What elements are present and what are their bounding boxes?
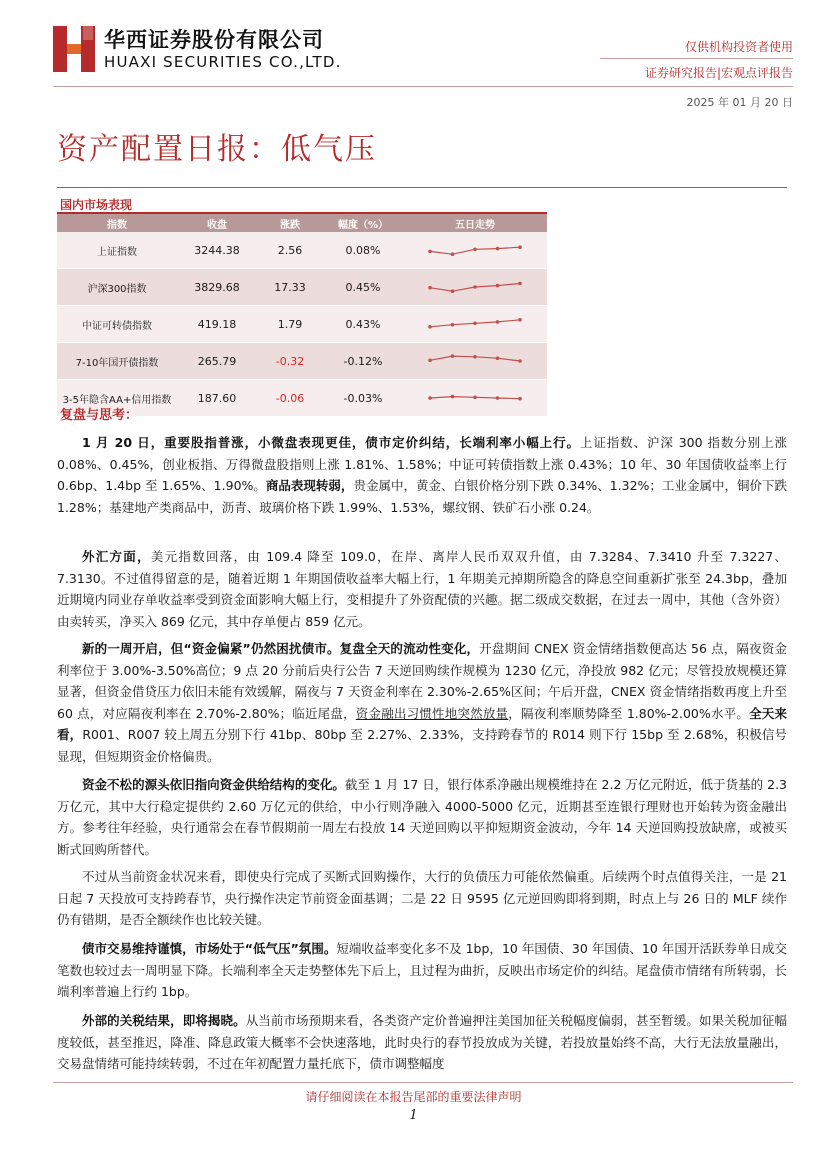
paragraph-4 bbox=[57, 774, 787, 860]
market-section-label: 国内市场表现 bbox=[60, 198, 133, 212]
trend-point bbox=[473, 248, 477, 252]
para3-lead: 新的一周开启，但“资金偏紧”仍然困扰债市。复盘全天的流动性变化， bbox=[82, 641, 480, 656]
trend-point bbox=[496, 247, 500, 251]
row-close: 187.60 bbox=[177, 380, 257, 417]
trend-sparkline bbox=[427, 351, 523, 371]
trend-point bbox=[451, 323, 455, 327]
para3-text-a: 开盘期间 CNEX 资金情绪指数便高达 56 点，隔夜资金利率位于 3.00%-3.50%高位；9 点 20 分前后央行公告 7 天逆回购续作规模为 1230 亿元，净投放 982 亿元；尽管投放规模还算显著，但资金借贷压力依旧未能有效缓解，隔夜与 7 天资金利率在 2.30%-2.65%区间；午后开盘，CNEX 资金情绪指数再度上升至 60 点，对应隔夜利率在 2.70%-2.80%；临近尾盘， bbox=[57, 641, 788, 721]
row-change: 1.79 bbox=[257, 306, 323, 343]
row-close: 419.18 bbox=[177, 306, 257, 343]
row-trend bbox=[403, 306, 547, 343]
review-section-title: 复盘与思考： bbox=[60, 408, 139, 423]
para7-lead: 外部的关税结果，即将揭晓。 bbox=[82, 1013, 246, 1028]
col-index: 指数 bbox=[57, 214, 177, 232]
company-name-en: HUAXI SECURITIES CO.,LTD. bbox=[104, 53, 342, 71]
trend-point bbox=[518, 397, 522, 401]
trend-point bbox=[473, 285, 477, 289]
para5-text: 不过从当前资金状况来看，即使央行完成了买断式回购操作，大行的负债压力可能依然偏重。后续两个时点值得关注，一是 21 日起 7 天投放可支持跨春节，央行操作决定节前资金面基调；二是 22 日 9595 亿元逆回购即将到期，时点上与 26 日的 MLF 续作仍有错期，是否全额续作也比较关键。 bbox=[57, 869, 787, 927]
footer-divider bbox=[53, 1082, 793, 1083]
row-name: 上证指数 bbox=[57, 232, 177, 269]
col-close: 收盘 bbox=[177, 214, 257, 232]
para4-lead: 资金不松的源头依旧指向资金供给结构的变化。 bbox=[82, 777, 345, 792]
report-title: 资产配置日报：低气压 bbox=[57, 132, 377, 167]
paragraph-7 bbox=[57, 1010, 787, 1076]
huaxi-logo-icon bbox=[53, 24, 95, 74]
para1-text-b: 贵金属中，黄金、白银价格分别下跌 0.34%、1.32%；工业金属中，铜价下跌 1.28%；基建地产类商品中，沥青、玻璃价格下跌 1.99%、1.53%，螺纹钢、铁矿石小涨 0.24。 bbox=[57, 478, 787, 515]
row-change: 17.33 bbox=[257, 269, 323, 306]
trend-point bbox=[518, 245, 522, 249]
row-close: 3244.38 bbox=[177, 232, 257, 269]
page-number: 1 bbox=[409, 1108, 418, 1123]
trend-point bbox=[496, 284, 500, 288]
table-row bbox=[57, 269, 547, 306]
col-change: 涨跌 bbox=[257, 214, 323, 232]
trend-point bbox=[518, 359, 522, 363]
trend-point bbox=[428, 359, 432, 363]
row-pct: 0.45% bbox=[323, 269, 403, 306]
para6-lead: 债市交易维持谨慎，市场处于“低气压”氛围。 bbox=[82, 941, 337, 956]
row-pct: -0.12% bbox=[323, 343, 403, 380]
para3-underlined: 资金融出习惯性地突然放量 bbox=[355, 705, 509, 721]
trend-point bbox=[451, 354, 455, 358]
paragraph-6 bbox=[57, 938, 787, 1003]
para2-lead: 外汇方面， bbox=[82, 549, 151, 564]
paragraph-3 bbox=[57, 638, 787, 767]
para3-text-b: ，隔夜利率顺势降至 1.80%-2.00%水平。 bbox=[508, 705, 750, 721]
row-name: 沪深300指数 bbox=[57, 269, 177, 306]
para1-text-a: 上证指数、沪深 300 指数分别上涨 0.08%、0.45%，创业板指、万得微盘股指则上涨 1.81%、1.58%；中证可转债指数上涨 0.43%；10 年、30 年国债收益率上行 0.6bp、1.4bp 至 1.65%、1.90%。 bbox=[57, 435, 788, 493]
legal-notice: 请仔细阅读在本报告尾部的重要法律声明 bbox=[305, 1090, 522, 1104]
row-name: 7-10年国开债指数 bbox=[57, 343, 177, 380]
trend-point bbox=[473, 322, 477, 326]
table-row bbox=[57, 343, 547, 380]
para3-lead-2: 全天来看， bbox=[57, 705, 787, 742]
trend-point bbox=[428, 396, 432, 400]
col-trend: 五日走势 bbox=[403, 214, 547, 232]
row-trend bbox=[403, 269, 547, 306]
paragraph-2 bbox=[57, 546, 787, 632]
trend-sparkline bbox=[427, 388, 523, 408]
report-category: 证券研究报告|宏观点评报告 bbox=[644, 66, 793, 80]
trend-point bbox=[428, 250, 432, 254]
para7-text: 从当前市场预期来看，各类资产定价普遍押注美国加征关税幅度偏弱，甚至暂缓。如果关税加征幅度较低，甚至推迟，降准、降息政策大概率不会快速落地，此时央行的春节投放成为关键，若投放量始终不高，大行无法放量融出，交易盘情绪可能持续转弱，不过在年初配置力量托底下，债市调整幅度 bbox=[57, 1013, 787, 1071]
row-close: 3829.68 bbox=[177, 269, 257, 306]
trend-sparkline bbox=[427, 314, 523, 334]
para3-text-c: R001、R007 较上周五分别下行 41bp、80bp 至 2.27%、2.33%，支持跨春节的 R014 则下行 15bp 至 2.68%，积极信号显现，但短期资金价格偏贵。 bbox=[57, 727, 787, 764]
col-pct: 幅度（%） bbox=[323, 214, 403, 232]
trend-sparkline bbox=[427, 277, 523, 297]
para2-text: 美元指数回落，由 109.4 降至 109.0，在岸、离岸人民币双双升值，由 7.3284、7.3410 升至 7.3227、7.3130。不过值得留意的是，随着近期 1 年期国债收益率大幅上行，1 年期美元掉期所隐含的降息空间重新扩张至 24.3bp，叠加近期境内同业存单收益率受到资金面影响大幅上行，变相提升了外资配债的兴趣。据二级成交数据，在过去一周中，其他（含外资）由卖转买，净买入 869 亿元，其中存单便占 859 亿元。 bbox=[57, 549, 787, 629]
market-table-header bbox=[57, 214, 547, 232]
trend-sparkline bbox=[427, 240, 523, 260]
row-trend bbox=[403, 232, 547, 269]
row-change: -0.32 bbox=[257, 343, 323, 380]
trend-point bbox=[451, 289, 455, 293]
audience-label: 仅供机构投资者使用 bbox=[684, 40, 793, 54]
header-divider-short bbox=[600, 58, 793, 59]
row-change: -0.06 bbox=[257, 380, 323, 417]
table-row bbox=[57, 232, 547, 269]
row-name: 3-5年隐含AA+信用指数 bbox=[57, 380, 177, 417]
trend-point bbox=[428, 286, 432, 290]
trend-point bbox=[518, 282, 522, 286]
trend-point bbox=[496, 320, 500, 324]
trend-point bbox=[451, 395, 455, 399]
para6-text: 短端收益率变化多不及 1bp，10 年国债、30 年国债、10 年国开活跃券单日成交笔数也较过去一周明显下降。长端利率全天走势整体先下后上，且过程为曲折，反映出市场定价的纠结。尾盘债市情绪有所转弱，长端利率普遍上行约 1bp。 bbox=[57, 941, 787, 999]
trend-point bbox=[451, 252, 455, 256]
row-trend bbox=[403, 380, 547, 417]
trend-point bbox=[496, 396, 500, 400]
paragraph-5 bbox=[57, 866, 787, 931]
title-divider bbox=[57, 187, 787, 188]
row-close: 265.79 bbox=[177, 343, 257, 380]
trend-point bbox=[496, 356, 500, 360]
trend-point bbox=[518, 318, 522, 322]
para1-lead-2: 商品表现转弱， bbox=[265, 478, 354, 493]
paragraph-1 bbox=[57, 432, 787, 518]
row-pct: 0.08% bbox=[323, 232, 403, 269]
row-change: 2.56 bbox=[257, 232, 323, 269]
table-row bbox=[57, 306, 547, 343]
para1-lead: 1 月 20 日，重要股指普涨，小微盘表现更佳，债市定价纠结，长端利率小幅上行。 bbox=[82, 435, 580, 450]
trend-point bbox=[473, 355, 477, 359]
row-pct: 0.43% bbox=[323, 306, 403, 343]
market-table bbox=[57, 214, 547, 417]
company-name-cn: 华西证券股份有限公司 bbox=[104, 27, 324, 52]
row-name: 中证可转债指数 bbox=[57, 306, 177, 343]
report-date: 2025 年 01 月 20 日 bbox=[686, 96, 793, 109]
row-pct: -0.03% bbox=[323, 380, 403, 417]
header-divider bbox=[53, 86, 793, 87]
row-trend bbox=[403, 343, 547, 380]
para4-text: 截至 1 月 17 日，银行体系净融出规模维持在 2.2 万亿元附近，低于货基的 2.3 万亿元，其中大行稳定提供约 2.60 万亿元的供给，中小行则净融入 4000-5000 亿元，近期甚至连银行理财也开始转为资金融出方。参考往年经验，央行通常会在春节假期前一周左右投放 14 天逆回购以平抑短期资金波动，今年 14 天逆回购投放缺席，或被买断式回购所替代。 bbox=[57, 777, 787, 857]
trend-point bbox=[473, 396, 477, 400]
trend-point bbox=[428, 325, 432, 329]
